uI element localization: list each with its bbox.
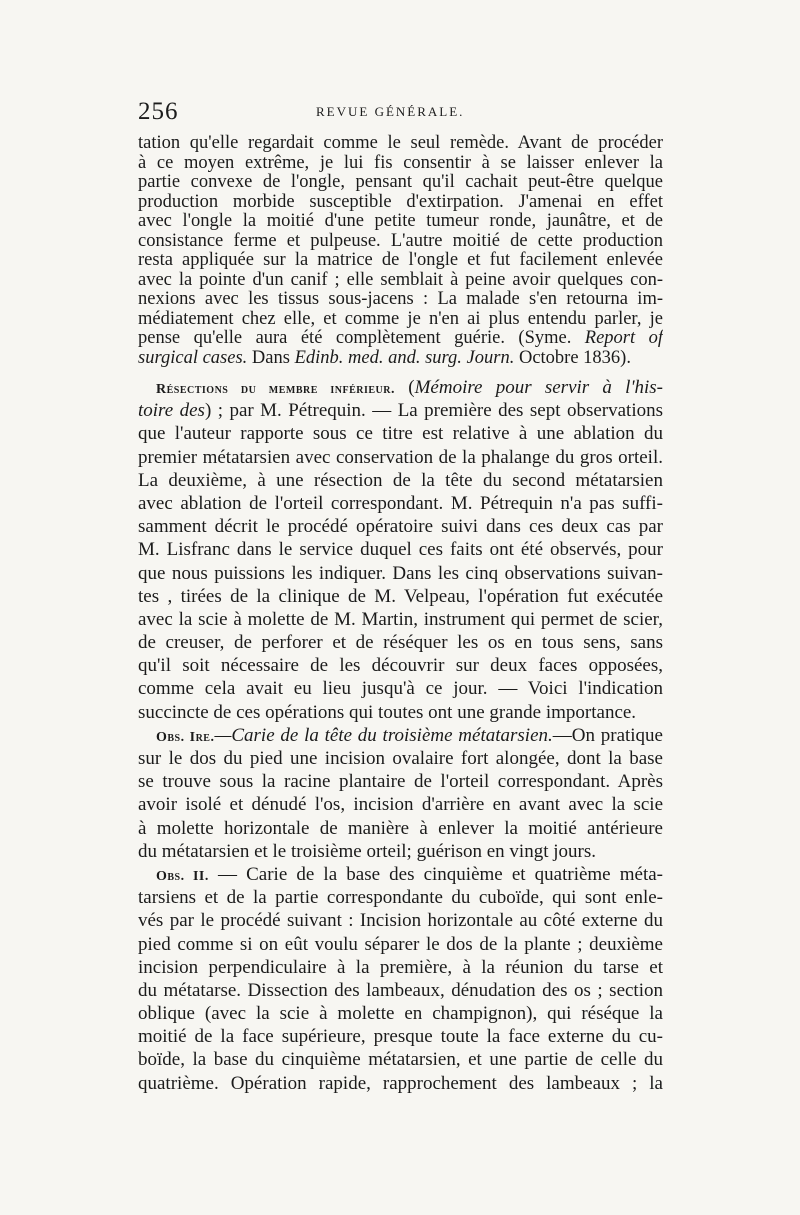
text-line: La deuxième, à une résection de la tête du second métatarsien <box>138 469 663 491</box>
memoire-title: Mémoire pour servir à l'his- <box>414 377 663 398</box>
section-heading: Résections du membre inférieur. <box>156 382 396 397</box>
text-line: incision perpendiculaire à la première, à la réunion du tarse et <box>138 956 663 978</box>
text-line: boïde, la base du cinquième métatarsien, et une partie de celle du <box>138 1049 663 1071</box>
report-title: Report of <box>584 329 663 348</box>
text-line: du métatarse. Dissection des lambeaux, dénudation des os ; section <box>138 979 663 1001</box>
text-segment: — Carie de la base des cinquième et quatrième méta- <box>208 863 663 885</box>
text-line: succincte de ces opérations qui toutes ont une grande importance. <box>138 701 637 723</box>
text-segment: ) ; par M. Pétrequin. — La première des sept observations <box>204 400 663 422</box>
paragraph-continued-case <box>138 134 663 368</box>
text-line: médiatement chez elle, et comme je n'en ai plus entendu parler, je <box>138 309 663 329</box>
text-line: oblique (avec la scie à molette en champignon), qui réséque la <box>138 1003 663 1025</box>
text-line: vés par le procédé suivant : Incision horizontale au côté externe du <box>138 910 663 932</box>
text-line: que l'auteur rapporte sous ce titre est relative à une ablation du <box>138 423 663 445</box>
text-line: production morbide susceptible d'extirpation. J'amenai en effet <box>138 192 663 212</box>
text-line <box>138 399 663 422</box>
text-segment: —On pratique <box>552 724 663 746</box>
text-line <box>138 329 663 349</box>
obs1-label: Obs. Ire. <box>156 729 215 745</box>
text-line: comme cela avait eu lieu jusqu'à ce jour. — Voici l'indication <box>138 678 663 700</box>
text-line: nexions avec les tissus sous-jacens : La malade s'en retourna im- <box>138 290 663 309</box>
text-line: que nous puissions les indiquer. Dans les cinq observations suivan- <box>138 562 663 584</box>
text-line: à ce moyen extrême, je lui fis consentir à se laisser enlever la <box>138 153 663 173</box>
text-line: de creuser, de perforer et de réséquer les os en tous sens, sans <box>138 632 663 654</box>
text-line: avec la scie à molette de M. Martin, instrument qui permet de scier, <box>138 608 663 630</box>
journal-title: Edinb. med. and. surg. Journ. <box>294 348 515 368</box>
text-line: avoir isolé et dénudé l'os, incision d'arrière en avant avec la scie <box>138 794 663 816</box>
text-segment: pense qu'elle aura été complètement guérie. (Syme. <box>138 329 585 348</box>
document-page <box>138 98 663 1095</box>
text-line: samment décrit le procédé opératoire suivi dans ces deux cas par <box>138 516 663 538</box>
text-line: à molette horizontale de manière à enlever la moitié antérieure <box>138 817 663 839</box>
text-line: partie convexe de l'ongle, pensant qu'il cachait peut-être quelque <box>138 173 663 192</box>
text-line: tation qu'elle regardait comme le seul remède. Avant de procéder <box>138 134 663 153</box>
text-line: se trouve sous la racine plantaire de l'orteil correspondant. Après <box>138 771 663 793</box>
text-segment: Dans <box>247 348 295 368</box>
text-segment: Octobre 1836). <box>514 348 631 368</box>
text-line: consistance ferme et pulpeuse. L'autre moitié de cette production <box>138 231 663 251</box>
text-line: avec l'ongle la moitié d'une petite tumeur ronde, jaunâtre, et de <box>138 212 663 231</box>
section-resections <box>138 376 663 1095</box>
page-number: 256 <box>138 98 179 125</box>
running-title: REVUE GÉNÉRALE. <box>316 104 465 119</box>
text-line <box>138 349 663 369</box>
obs2-label: Obs. II. <box>156 868 209 884</box>
text-line: moitié de la face supérieure, presque toute la face externe du cu- <box>138 1026 663 1048</box>
text-line: premier métatarsien avec conservation de la phalange du gros orteil. <box>138 446 663 468</box>
obs2-first-line <box>138 863 663 886</box>
text-line: resta appliquée sur la matrice de l'ongle et fut facilement enlevée <box>138 251 663 270</box>
text-line: avec ablation de l'orteil correspondant. M. Pétrequin n'a pas suffi- <box>138 492 663 514</box>
text-segment: ( <box>395 377 415 398</box>
text-line: sur le dos du pied une incision ovalaire fort alongée, dont la base <box>138 748 663 769</box>
page-header <box>138 98 663 134</box>
text-line: M. Lisfranc dans le service duquel ces faits ont été observés, pour <box>138 539 663 561</box>
section-heading-line <box>138 376 663 399</box>
report-title-cont: surgical cases. <box>138 348 248 368</box>
text-line: pied comme si on eût voulu séparer le dos de la plante ; deuxième <box>138 933 663 955</box>
text-line: qu'il soit nécessaire de les découvrir sur deux faces opposées, <box>138 655 663 677</box>
text-line: tes , tirées de la clinique de M. Velpeau, l'opération fut exécutée <box>138 585 663 607</box>
text-line: tarsiens et de la partie correspondante du cuboïde, qui sont enle- <box>138 887 663 909</box>
obs1-title: —Carie de la tête du troisième métatarsien. <box>214 724 553 746</box>
obs1-first-line <box>138 724 663 747</box>
text-line: du métatarsien et le troisième orteil; guérison en vingt jours. <box>138 840 596 862</box>
text-line: avec la pointe d'un canif ; elle semblait à peine avoir quelques con- <box>138 270 663 290</box>
memoire-title-cont: toire des <box>138 400 205 422</box>
text-line: quatrième. Opération rapide, rapprochement des lambeaux ; la <box>138 1072 663 1094</box>
